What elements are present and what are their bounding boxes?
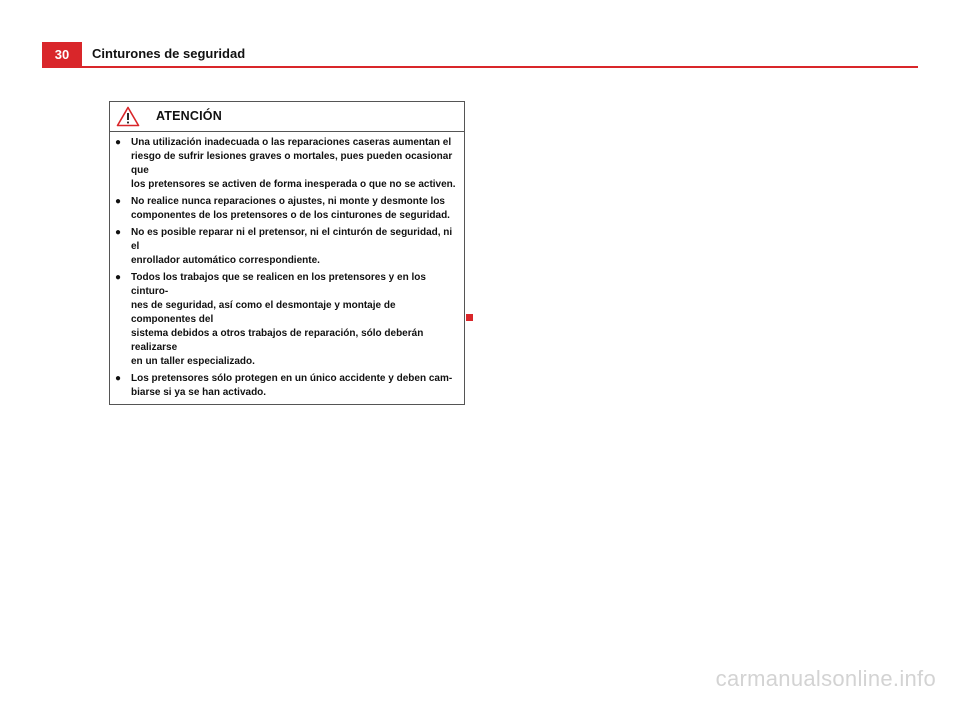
bullet-icon: ● — [115, 272, 122, 283]
warning-item-text: No realice nunca reparaciones o ajustes, ni monte y desmonte los componentes de los pretensores o de los cinturones de seguridad. — [131, 196, 450, 221]
warning-item — [115, 271, 459, 369]
warning-item-text: Todos los trabajos que se realicen en los pretensores y en los cinturo- nes de seguridad, así como el desmontaje y montaje de componentes del sistema debidos a otros trabajos de reparación, sólo deberán realizarse en un taller especializado. — [131, 272, 426, 367]
header-rule — [42, 66, 918, 68]
bullet-icon: ● — [115, 137, 122, 148]
warning-item-text: Los pretensores sólo protegen en un único accidente y deben cam- biarse si ya se han activado. — [131, 373, 453, 398]
bullet-icon: ● — [115, 373, 122, 384]
page-header — [42, 42, 918, 68]
warning-box — [109, 101, 465, 405]
warning-item-text: Una utilización inadecuada o las reparaciones caseras aumentan el riesgo de sufrir lesiones graves o mortales, pues pueden ocasionar que los pretensores se activen de forma inesperada o que no se activen. — [131, 137, 456, 190]
warning-item — [115, 195, 459, 223]
warning-item-text: No es posible reparar ni el pretensor, ni el cinturón de seguridad, ni el enrollador automático correspondiente. — [131, 227, 453, 266]
bullet-icon: ● — [115, 227, 122, 238]
watermark: carmanualsonline.info — [715, 666, 936, 691]
end-of-section-icon — [466, 314, 473, 321]
warning-item — [115, 372, 459, 400]
warning-item — [115, 136, 459, 192]
page-title: Cinturones de seguridad — [92, 46, 246, 61]
warning-header — [110, 102, 464, 132]
warning-title: ATENCIÓN — [156, 109, 222, 123]
warning-body — [110, 132, 464, 404]
page-number: 30 — [42, 42, 82, 66]
bullet-icon: ● — [115, 196, 122, 207]
warning-triangle-icon — [116, 106, 140, 127]
warning-item — [115, 226, 459, 268]
